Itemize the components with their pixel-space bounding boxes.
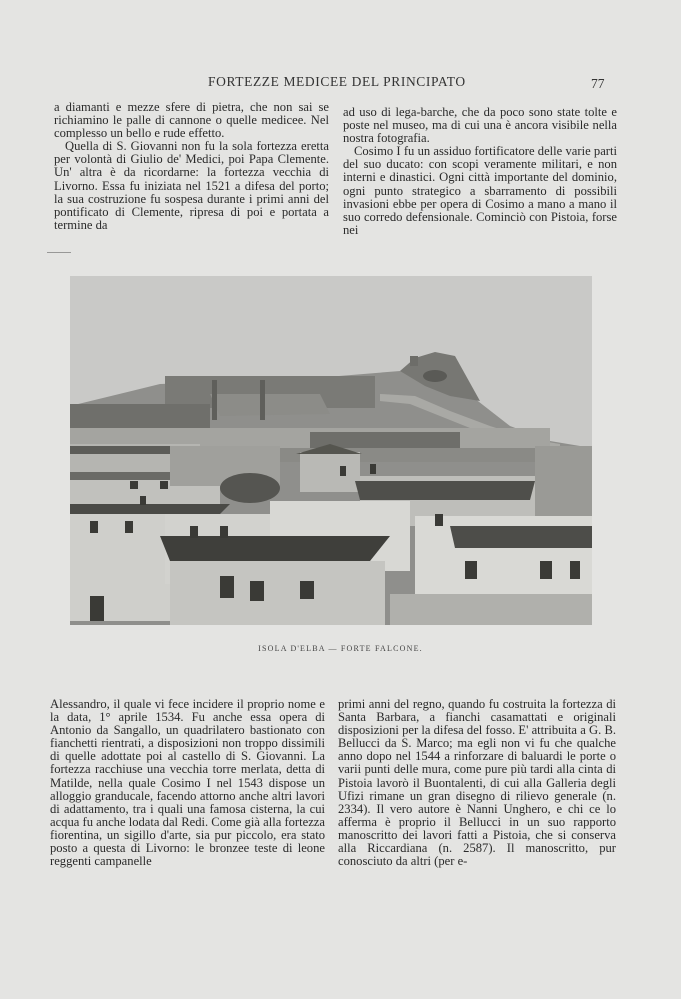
paragraph: Alessandro, il quale vi fece incidere il proprio nome e la data, 1° aprile 1534. Fu anche essa opera di Antonio da Sangallo, un quadrilatero bastionato con fianchetti rientrati, a disposizioni non troppo dissimili di quelle adottate poi al castello di S. Giovanni. La fortezza racchiuse una vecchia torre merlata, detta di Matilde, nella quale Cosimo I nel 1543 dispose un alloggio granducale, facendo attorno anche altri lavori di adattamento, tra i quali una famosa cisterna, la cui acqua fu anche lodata dal Redi. Come già alla fortezza fiorentina, un sigillo d'arte, sia pur piccolo, era stato posto a questa di Livorno: le bronzee teste di leone reggenti campanelle [50, 697, 325, 869]
column-top-left [54, 101, 329, 232]
column-top-right [343, 106, 617, 237]
figure-caption: ISOLA D'ELBA — FORTE FALCONE. [258, 644, 423, 653]
page-number: 77 [591, 76, 605, 91]
paragraph: ad uso di lega-barche, che da poco sono state tolte e poste nel museo, ma di cui una è ancora visibile nella nostra fotografia. [343, 105, 617, 146]
paragraph: Cosimo I fu un assiduo fortificatore delle varie parti del suo ducato: con scopi veramente militari, e non interni e dinastici. Ogni città importante del dominio, ogni punto strategico a sbarramento di possibili invasioni ebbe per opera di Cosimo a mano a mano il suo corredo defensionale. Cominciò con Pistoia, forse nei [343, 144, 617, 237]
column-bottom-left [50, 698, 325, 868]
column-bottom-right [338, 698, 616, 868]
running-head [0, 74, 681, 94]
paragraph: a diamanti e mezze sfere di pietra, che non sai se richiamino le palle di cannone o quelle medicee. Nel complesso un bello e rude effetto. [54, 100, 329, 141]
running-title: FORTEZZE MEDICEE DEL PRINCIPATO [208, 74, 466, 89]
paragraph: primi anni del regno, quando fu costruita la fortezza di Santa Barbara, a fianchi casamattati e originali disposizioni per la difesa del fosso. E' attribuita a G. B. Bellucci da S. Marco; ma egli non vi fu che qualche anno dopo nel 1544 a rinforzare di baluardi le porte o varii punti delle mura, come pure più tardi alla cinta di Pistoia lavorò il Buontalenti, di cui alla Galleria degli Ufizi rimane un gran disegno di rilievo generale (n. 2334). Il vero autore è Nanni Unghero, e chi ce lo afferma è proprio il Bellucci in un suo rapporto manoscritto dei lavori fatti a Pistoia, che si conserva alla Riccardiana (n. 2587). Il manoscritto, pur conosciuto da altri (per e- [338, 697, 616, 869]
figure-photograph [70, 276, 592, 625]
paragraph: Quella di S. Giovanni non fu la sola fortezza eretta per volontà di Giulio de' Medici, poi Papa Clemente. Un' altra è da ricordarne: la fortezza vecchia di Livorno. Essa fu iniziata nel 1521 a difesa del porto; la sua costruzione fu sospesa durante i primi anni del pontificato di Clemente, ripresa di poi e portata a termine da [54, 139, 329, 232]
margin-mark [47, 252, 71, 253]
fortress-photo-illustration [70, 276, 592, 625]
